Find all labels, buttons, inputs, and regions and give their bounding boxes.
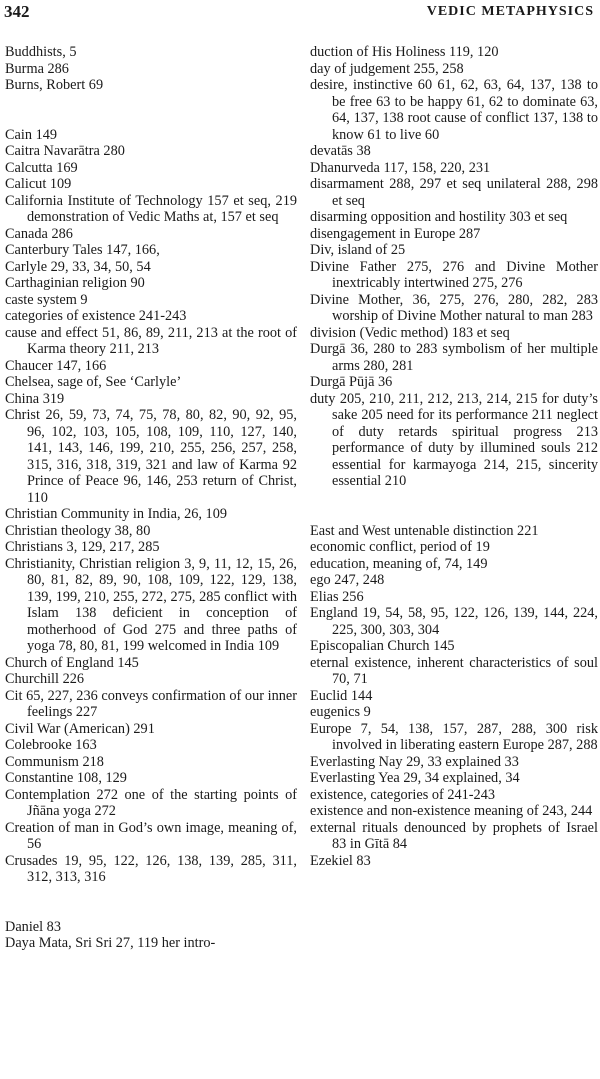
index-entry: day of judgement 255, 258 [310, 60, 464, 77]
index-entry: California Institute of Technology 157 et seq, 219 demonstration of Vedic Maths at, 157 et seq [5, 192, 297, 225]
index-column-right [310, 44, 598, 869]
index-entry: devatās 38 [310, 143, 371, 159]
index-entry: categories of existence 241-243 [5, 308, 187, 324]
index-entry: Christians 3, 129, 217, 285 [5, 539, 160, 555]
index-entry: duty 205, 210, 211, 212, 213, 214, 215 for duty’s sake 205 need for its performance 211 neglect of duty retards spiritual progress 213 performance of duty by illumined souls 212 essential for karmayoga 214, 215, sincerity essential 210 [310, 390, 598, 489]
index-entry: China 319 [5, 390, 65, 407]
index-entry: Daya Mata, Sri Sri 27, 119 her intro- [5, 935, 216, 951]
index-entry: Christian Community in India, 26, 109 [5, 506, 227, 522]
index-entry: England 19, 54, 58, 95, 122, 126, 139, 144, 224, 225, 300, 303, 304 [310, 605, 598, 638]
running-head: VEDIC METAPHYSICS [426, 4, 594, 19]
index-entry: Canada 286 [5, 225, 73, 242]
index-entry: eternal existence, inherent characteristics of soul 70, 71 [310, 654, 598, 687]
index-entry: ego 247, 248 [310, 572, 385, 588]
index-entry: caste system 9 [5, 291, 88, 308]
index-entry: duction of His Holiness 119, 120 [310, 44, 499, 60]
index-entry: economic conflict, period of 19 [310, 539, 490, 555]
index-entry: Creation of man in God’s own image, meaning of, 56 [5, 819, 297, 852]
index-entry: existence and non-existence meaning of 243, 244 [310, 803, 593, 819]
index-entry: Colebrooke 163 [5, 737, 97, 753]
index-entry: Burma 286 [5, 60, 69, 77]
index-entry: Crusades 19, 95, 122, 126, 138, 139, 285, 311, 312, 313, 316 [5, 852, 297, 885]
page-number: 342 [4, 2, 30, 21]
index-entry: Durgā Pūjā 36 [310, 374, 393, 390]
index-entry: existence, categories of 241-243 [310, 786, 495, 803]
index-entry: Divine Mother, 36, 275, 276, 280, 282, 283 worship of Divine Mother natural to man 283 [310, 291, 598, 324]
index-entry: Caitra Navarātra 280 [5, 143, 125, 159]
index-entry: Ezekiel 83 [310, 852, 371, 869]
index-entry: Church of England 145 [5, 654, 139, 671]
index-entry: disarming opposition and hostility 303 et seq [310, 209, 568, 225]
index-entry: Europe 7, 54, 138, 157, 287, 288, 300 risk involved in liberating eastern Europe 287, 288 [310, 720, 598, 753]
index-entry: Divine Father 275, 276 and Divine Mother inextricably intertwined 275, 276 [310, 258, 598, 291]
index-entry: Chaucer 147, 166 [5, 357, 107, 374]
index-entry: Christian theology 38, 80 [5, 522, 151, 539]
section-gap [5, 886, 297, 903]
index-entry: Div, island of 25 [310, 242, 406, 258]
index-entry: Durgā 36, 280 to 283 symbolism of her multiple arms 280, 281 [310, 341, 598, 374]
index-entry: Constantine 108, 129 [5, 770, 127, 786]
index-entry: Cit 65, 227, 236 conveys confirmation of our inner feelings 227 [5, 687, 297, 720]
index-entry: cause and effect 51, 86, 89, 211, 213 at the root of Karma theory 211, 213 [5, 324, 297, 357]
index-entry: education, meaning of, 74, 149 [310, 555, 488, 572]
index-entry: Burns, Robert 69 [5, 77, 104, 93]
index-entry: Calicut 109 [5, 176, 72, 192]
index-entry: Cain 149 [5, 126, 58, 143]
index-entry: Buddhists, 5 [5, 44, 77, 60]
index-entry: Daniel 83 [5, 918, 61, 935]
index-entry: Everlasting Yea 29, 34 explained, 34 [310, 770, 520, 786]
section-gap [5, 902, 297, 919]
index-entry: Euclid 144 [310, 687, 373, 704]
index-entry: Civil War (American) 291 [5, 720, 155, 737]
section-gap [310, 490, 598, 507]
index-entry: Churchill 226 [5, 671, 85, 687]
index-entry: external rituals denounced by prophets of Israel 83 in Gītā 84 [310, 819, 598, 852]
index-entry: Episcopalian Church 145 [310, 638, 455, 654]
index-entry: disengagement in Europe 287 [310, 225, 481, 242]
section-gap [5, 110, 297, 127]
index-column-left [5, 44, 297, 952]
page-header [4, 2, 594, 28]
index-entry: Chelsea, sage of, See ‘Carlyle’ [5, 374, 182, 390]
index-entry: Carthaginian religion 90 [5, 275, 145, 291]
index-entry: East and West untenable distinction 221 [310, 522, 539, 539]
index-entry: desire, instinctive 60 61, 62, 63, 64, 137, 138 to be free 63 to be happy 61, 62 to dominate 63, 64, 137, 138 root cause of conflict 137, 138 to know 61 to live 60 [310, 77, 598, 143]
index-entry: Canterbury Tales 147, 166, [5, 242, 160, 258]
section-gap [310, 506, 598, 523]
index-entry: Contemplation 272 one of the starting points of Jñāna yoga 272 [5, 786, 297, 819]
index-entry: Elias 256 [310, 588, 364, 605]
index-entry: eugenics 9 [310, 704, 371, 720]
index-entry: Carlyle 29, 33, 34, 50, 54 [5, 258, 151, 275]
index-entry: disarmament 288, 297 et seq unilateral 288, 298 et seq [310, 176, 598, 209]
index-entry: Communism 218 [5, 753, 104, 770]
index-entry: Dhanurveda 117, 158, 220, 231 [310, 159, 491, 176]
index-entry: Christ 26, 59, 73, 74, 75, 78, 80, 82, 90, 92, 95, 96, 102, 103, 105, 108, 109, 110, 127, 140, 141, 143, 146, 199, 210, 255, 256, 257, 258, 315, 316, 318, 319, 321 and law of Karma 92 Prince of Peace 96, 146, 253 return of Christ, 110 [5, 407, 297, 506]
section-gap [5, 94, 297, 111]
index-entry: Calcutta 169 [5, 159, 78, 176]
index-entry: Christianity, Christian religion 3, 9, 11, 12, 15, 26, 80, 81, 82, 89, 90, 108, 109, 122, 129, 138, 139, 199, 210, 255, 272, 275, 285 conflict with Islam 138 deficient in conception of motherhood of God 275 and three paths of yoga 78, 80, 81, 199 welcomed in India 109 [5, 555, 297, 654]
index-entry: Everlasting Nay 29, 33 explained 33 [310, 753, 519, 770]
index-entry: division (Vedic method) 183 et seq [310, 324, 510, 341]
